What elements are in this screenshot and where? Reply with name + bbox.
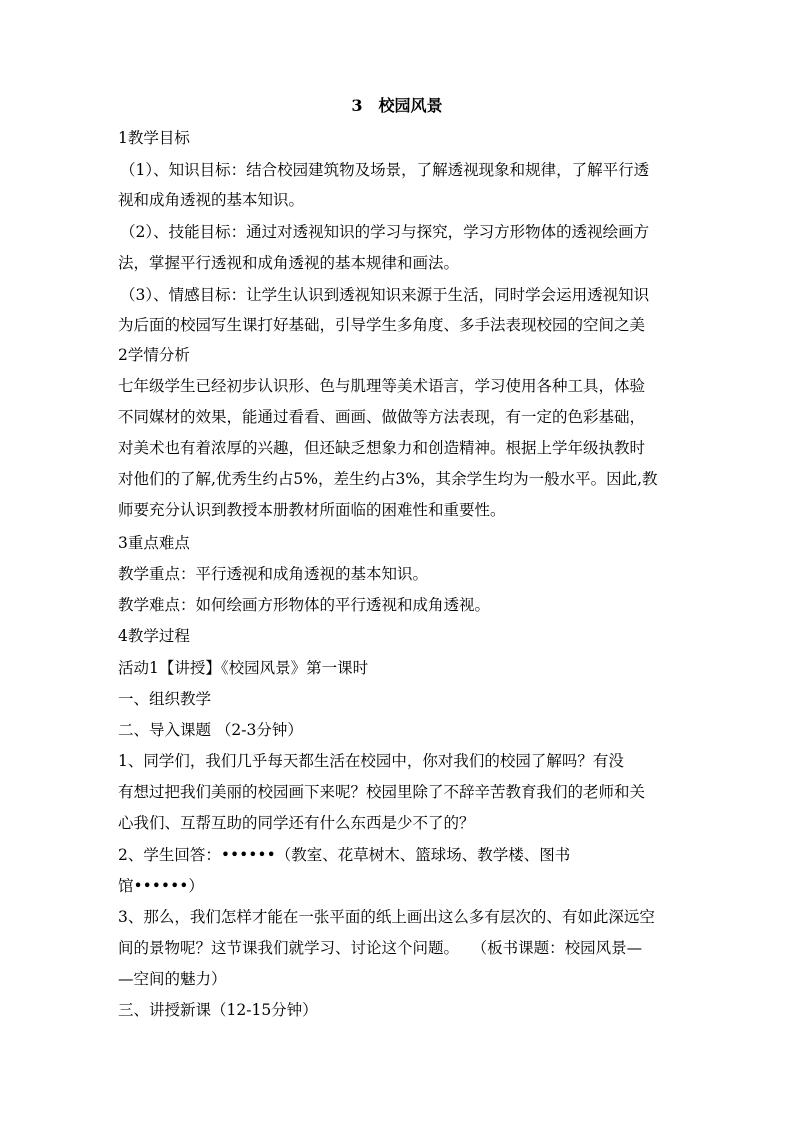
paragraph-line: 七年级学生已经初步认识形、色与肌理等美术语言，学习使用各种工具，体验	[118, 377, 646, 395]
paragraph-line: （2）、技能目标：通过对透视知识的学习与探究，学习方形物体的透视绘画方	[120, 223, 650, 241]
paragraph-line: 二、导入课题 （2-3分钟）	[118, 721, 303, 739]
paragraph-line: 对美术也有着浓厚的兴趣，但还缺乏想象力和创造精神。根据上学年级执教时	[118, 439, 646, 457]
paragraph-line: 2、学生回答：••••••（教室、花草树木、篮球场、教学楼、图书	[118, 846, 571, 864]
paragraph-line: 1、同学们，我们几乎每天都生活在校园中，你对我们的校园了解吗？有没	[118, 752, 624, 770]
paragraph-line: 有想过把我们美丽的校园画下来呢？校园里除了不辞辛苦教育我们的老师和关	[118, 783, 646, 801]
paragraph-line: 间的景物呢？这节课我们就学习、讨论这个问题。 （板书课题：校园风景—	[118, 939, 643, 957]
paragraph-line: 馆••••••）	[118, 877, 204, 895]
paragraph-line: 对他们的了解,优秀生约占5%，差生约占3%，其余学生均为一般水平。因此,教	[118, 470, 658, 488]
paragraph-line: 法，掌握平行透视和成角透视的基本规律和画法。	[118, 254, 460, 272]
section-heading: 3重点难点	[118, 534, 190, 552]
paragraph-line: 为后面的校园写生课打好基础，引导学生多角度、多手法表现校园的空间之美	[118, 316, 646, 334]
paragraph-line: 不同媒材的效果，能通过看看、画画、做做等方法表现，有一定的色彩基础，	[118, 408, 646, 426]
document-title: 3 校园风景	[351, 96, 443, 115]
section-heading: 2学情分析	[118, 346, 190, 364]
paragraph-line: 教学重点：平行透视和成角透视的基本知识。	[118, 565, 429, 583]
paragraph-line: 心我们、互帮互助的同学还有什么东西是少不了的？	[118, 814, 475, 832]
paragraph-line: （1）、知识目标：结合校园建筑物及场景，了解透视现象和规律，了解平行透	[120, 161, 650, 179]
paragraph-line: （3）、情感目标：让学生认识到透视知识来源于生活，同时学会运用透视知识	[120, 286, 650, 304]
section-heading: 1教学目标	[118, 129, 190, 147]
paragraph-line: 视和成角透视的基本知识。	[118, 191, 305, 209]
paragraph-line: 师要充分认识到教授本册教材所面临的困难性和重要性。	[118, 501, 506, 519]
paragraph-line: 一、组织教学	[118, 690, 212, 708]
activity-heading: 活动1【讲授】《校园风景》第一课时	[118, 659, 369, 677]
paragraph-line: 3、那么，我们怎样才能在一张平面的纸上画出这么多有层次的、有如此深远空	[118, 908, 655, 926]
paragraph-line: 教学难点：如何绘画方形物体的平行透视和成角透视。	[118, 596, 491, 614]
paragraph-line: —空间的魅力）	[118, 970, 227, 988]
section-heading: 4教学过程	[118, 627, 190, 645]
paragraph-line: 三、讲授新课（12-15分钟）	[118, 1001, 318, 1019]
